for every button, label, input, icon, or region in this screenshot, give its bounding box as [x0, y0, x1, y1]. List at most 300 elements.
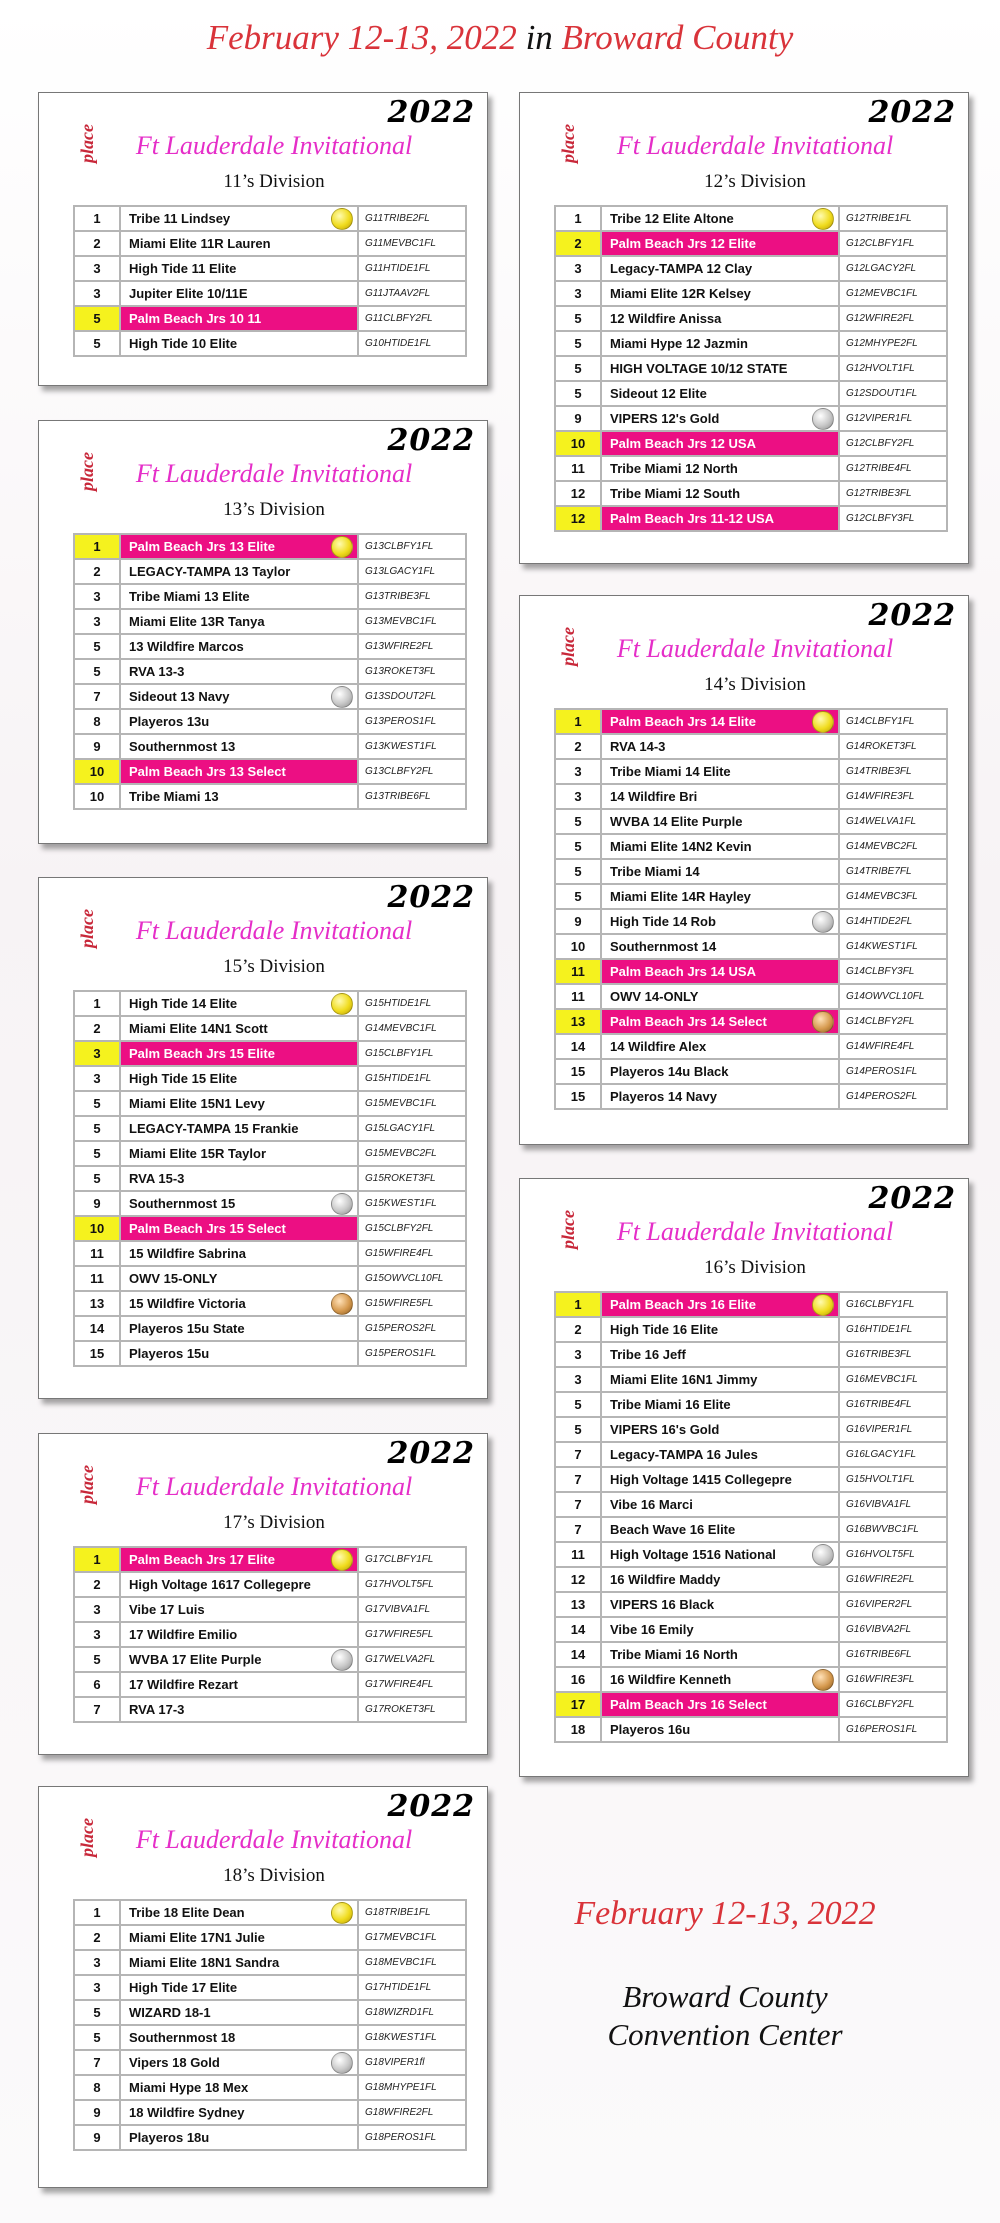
division-card-17s: [38, 1433, 488, 1755]
standings-row: [74, 584, 466, 609]
place-cell: 14: [74, 1316, 120, 1341]
tournament-title: Ft Lauderdale Invitational: [616, 131, 894, 160]
team-cell: [601, 406, 839, 431]
team-code-cell: G16HTIDE1FL: [839, 1317, 947, 1342]
silver-medal-icon: [812, 911, 834, 933]
team-name: Southernmost 13: [129, 739, 236, 754]
team-code-cell: G12TRIBE1FL: [839, 206, 947, 231]
team-cell: [120, 1597, 358, 1622]
team-cell: [601, 431, 839, 456]
team-code-cell: G18VIPER1fl: [358, 2050, 466, 2075]
place-cell: 5: [555, 1392, 601, 1417]
team-cell: [601, 1342, 839, 1367]
footer-date: February 12-13, 2022: [574, 1895, 876, 1932]
team-code-cell: G18WIZRD1FL: [358, 2000, 466, 2025]
team-name: High Tide 15 Elite: [129, 1071, 238, 1086]
team-name: Palm Beach Jrs 11-12 USA: [610, 511, 775, 526]
standings-row: [74, 2100, 466, 2125]
team-code-cell: G12MEVBC1FL: [839, 281, 947, 306]
team-cell: [601, 1467, 839, 1492]
silver-medal-icon: [331, 2052, 353, 2074]
footer-venue-line1: Broward County: [622, 1979, 828, 2014]
place-cell: 7: [74, 1697, 120, 1722]
team-code-cell: G16CLBFY1FL: [839, 1292, 947, 1317]
team-name: RVA 14-3: [610, 739, 666, 754]
place-cell: 2: [555, 1317, 601, 1342]
place-axis-label: place: [77, 1818, 97, 1857]
team-code-cell: G17ROKET3FL: [358, 1697, 466, 1722]
place-cell: 3: [555, 256, 601, 281]
place-cell: 2: [74, 1572, 120, 1597]
team-name: Palm Beach Jrs 17 Elite: [129, 1552, 275, 1567]
place-cell: 5: [74, 2025, 120, 2050]
place-cell: 2: [74, 231, 120, 256]
team-cell: [120, 2100, 358, 2125]
team-code-cell: G14CLBFY3FL: [839, 959, 947, 984]
place-cell: 5: [555, 859, 601, 884]
place-cell: 3: [555, 281, 601, 306]
standings-row: [74, 1697, 466, 1722]
standings-row: [555, 281, 947, 306]
team-cell: [120, 1041, 358, 1066]
division-card-13s: [38, 420, 488, 844]
team-cell: [120, 2000, 358, 2025]
team-cell: [120, 1950, 358, 1975]
team-cell: [601, 1667, 839, 1692]
team-code-cell: G13KWEST1FL: [358, 734, 466, 759]
standings-row: [74, 256, 466, 281]
team-cell: [601, 934, 839, 959]
standings-row: [74, 759, 466, 784]
team-name: Southernmost 15: [129, 1196, 236, 1211]
standings-row: [74, 1647, 466, 1672]
team-name: 17 Wildfire Emilio: [129, 1627, 238, 1642]
team-name: Miami Elite 11R Lauren: [129, 236, 271, 251]
standings-row: [74, 1622, 466, 1647]
team-name: 15 Wildfire Sabrina: [129, 1246, 246, 1261]
team-name: LEGACY-TAMPA 13 Taylor: [129, 564, 291, 579]
place-cell: 7: [555, 1467, 601, 1492]
division-title: 17’s Division: [223, 1512, 325, 1533]
standings-row: [74, 1291, 466, 1316]
team-cell: [601, 859, 839, 884]
team-code-cell: G16MEVBC1FL: [839, 1367, 947, 1392]
place-cell: 1: [555, 206, 601, 231]
team-cell: [601, 1034, 839, 1059]
place-cell: 3: [74, 256, 120, 281]
page-header: [0, 18, 1000, 58]
team-code-cell: G11TRIBE2FL: [358, 206, 466, 231]
team-name: VIPERS 16's Gold: [610, 1422, 720, 1437]
team-cell: [120, 991, 358, 1016]
team-cell: [601, 1317, 839, 1342]
team-code-cell: G18MEVBC1FL: [358, 1950, 466, 1975]
place-cell: 9: [74, 734, 120, 759]
place-cell: 9: [74, 2125, 120, 2150]
standings-row: [74, 1016, 466, 1041]
standings-row: [74, 559, 466, 584]
standings-row: [74, 1041, 466, 1066]
place-cell: 5: [74, 1647, 120, 1672]
team-name: Vibe 16 Emily: [610, 1622, 694, 1637]
team-cell: [120, 634, 358, 659]
standings-row: [555, 1617, 947, 1642]
standings-row: [555, 1059, 947, 1084]
team-code-cell: G15HTIDE1FL: [358, 991, 466, 1016]
standings-row: [555, 809, 947, 834]
standings-row: [555, 206, 947, 231]
team-cell: [601, 1292, 839, 1317]
standings-row: [74, 1066, 466, 1091]
standings-row: [555, 331, 947, 356]
silver-medal-icon: [812, 1544, 834, 1566]
team-name: Playeros 13u: [129, 714, 210, 729]
team-cell: [601, 1392, 839, 1417]
team-name: Playeros 18u: [129, 2130, 210, 2145]
standings-row: [555, 884, 947, 909]
team-code-cell: G13CLBFY2FL: [358, 759, 466, 784]
team-code-cell: G17WFIRE4FL: [358, 1672, 466, 1697]
team-name: Palm Beach Jrs 15 Elite: [129, 1046, 275, 1061]
year-badge: 2022: [387, 1436, 475, 1471]
team-cell: [601, 759, 839, 784]
place-cell: 1: [74, 1547, 120, 1572]
team-code-cell: G16VIPER2FL: [839, 1592, 947, 1617]
standings-row: [74, 206, 466, 231]
team-name: High Tide 14 Rob: [610, 914, 716, 929]
footer-venue: [520, 1978, 930, 2054]
team-code-cell: G15ROKET3FL: [358, 1166, 466, 1191]
team-code-cell: G16PEROS1FL: [839, 1717, 947, 1742]
standings-row: [555, 356, 947, 381]
team-code-cell: G15WFIRE4FL: [358, 1241, 466, 1266]
standings-row: [555, 1084, 947, 1109]
place-cell: 3: [74, 1597, 120, 1622]
standings-row: [555, 231, 947, 256]
standings-row: [555, 1442, 947, 1467]
gold-medal-icon: [812, 208, 834, 230]
team-code-cell: G16WFIRE3FL: [839, 1667, 947, 1692]
team-name: Miami Elite 14R Hayley: [610, 889, 751, 904]
team-name: Vibe 17 Luis: [129, 1602, 205, 1617]
team-code-cell: G16TRIBE4FL: [839, 1392, 947, 1417]
gold-medal-icon: [812, 1294, 834, 1316]
team-name: 14 Wildfire Bri: [610, 789, 698, 804]
team-cell: [120, 1141, 358, 1166]
year-badge: 2022: [868, 1181, 956, 1216]
header-location: Broward County: [561, 18, 794, 57]
place-cell: 9: [74, 1191, 120, 1216]
place-cell: 5: [555, 884, 601, 909]
division-card-12s: [519, 92, 969, 564]
standings-row: [555, 959, 947, 984]
place-cell: 7: [74, 684, 120, 709]
standings-row: [74, 1091, 466, 1116]
standings-table: [73, 990, 467, 1367]
division-card-18s: [38, 1786, 488, 2188]
division-card-11s: [38, 92, 488, 386]
team-cell: [601, 784, 839, 809]
team-code-cell: G15LGACY1FL: [358, 1116, 466, 1141]
place-cell: 5: [74, 1116, 120, 1141]
team-cell: [601, 481, 839, 506]
team-code-cell: G14MEVBC3FL: [839, 884, 947, 909]
year-badge: 2022: [868, 598, 956, 633]
standings-row: [74, 1166, 466, 1191]
team-name: Palm Beach Jrs 14 USA: [610, 964, 756, 979]
place-cell: 13: [555, 1592, 601, 1617]
team-code-cell: G13PEROS1FL: [358, 709, 466, 734]
team-code-cell: G17CLBFY1FL: [358, 1547, 466, 1572]
team-code-cell: G13TRIBE6FL: [358, 784, 466, 809]
team-name: Miami Elite 18N1 Sandra: [129, 1955, 280, 1970]
team-cell: [601, 909, 839, 934]
team-name: RVA 15-3: [129, 1171, 185, 1186]
team-name: VIPERS 16 Black: [610, 1597, 715, 1612]
standings-row: [74, 1572, 466, 1597]
standings-row: [555, 709, 947, 734]
team-code-cell: G14KWEST1FL: [839, 934, 947, 959]
team-code-cell: G12CLBFY1FL: [839, 231, 947, 256]
team-code-cell: G14OWVCL10FL: [839, 984, 947, 1009]
team-name: OWV 14-ONLY: [610, 989, 699, 1004]
team-code-cell: G14TRIBE3FL: [839, 759, 947, 784]
standings-row: [555, 1642, 947, 1667]
place-cell: 5: [555, 356, 601, 381]
standings-row: [74, 1141, 466, 1166]
standings-row: [74, 281, 466, 306]
team-cell: [120, 659, 358, 684]
team-cell: [120, 1216, 358, 1241]
standings-row: [74, 1597, 466, 1622]
team-code-cell: G17HTIDE1FL: [358, 1975, 466, 2000]
team-cell: [120, 759, 358, 784]
team-cell: [120, 256, 358, 281]
standings-row: [555, 1342, 947, 1367]
division-title: 13’s Division: [223, 499, 325, 520]
standings-row: [74, 1116, 466, 1141]
standings-row: [74, 1216, 466, 1241]
standings-row: [555, 759, 947, 784]
team-code-cell: G11HTIDE1FL: [358, 256, 466, 281]
team-code-cell: G14ROKET3FL: [839, 734, 947, 759]
silver-medal-icon: [331, 686, 353, 708]
team-cell: [120, 1091, 358, 1116]
place-cell: 3: [74, 584, 120, 609]
standings-row: [555, 381, 947, 406]
team-cell: [120, 1925, 358, 1950]
team-code-cell: G11MEVBC1FL: [358, 231, 466, 256]
standings-table: [73, 1546, 467, 1723]
team-cell: [601, 306, 839, 331]
silver-medal-icon: [331, 1193, 353, 1215]
standings-row: [74, 1672, 466, 1697]
standings-row: [74, 331, 466, 356]
team-code-cell: G16WFIRE2FL: [839, 1567, 947, 1592]
place-cell: 14: [555, 1034, 601, 1059]
team-name: High Tide 10 Elite: [129, 336, 238, 351]
place-cell: 5: [74, 2000, 120, 2025]
year-badge: 2022: [868, 95, 956, 130]
standings-table: [554, 205, 948, 532]
standings-row: [74, 534, 466, 559]
place-cell: 9: [555, 406, 601, 431]
team-code-cell: G16BWVBC1FL: [839, 1517, 947, 1542]
team-name: Playeros 15u State: [129, 1321, 245, 1336]
team-cell: [120, 1291, 358, 1316]
place-cell: 5: [74, 306, 120, 331]
standings-row: [74, 2000, 466, 2025]
team-cell: [120, 331, 358, 356]
team-cell: [601, 356, 839, 381]
place-cell: 5: [74, 1141, 120, 1166]
team-code-cell: G13SDOUT2FL: [358, 684, 466, 709]
team-cell: [601, 281, 839, 306]
standings-row: [74, 784, 466, 809]
place-cell: 5: [555, 306, 601, 331]
team-code-cell: G14MEVBC1FL: [358, 1016, 466, 1041]
header-date: February 12-13, 2022: [206, 18, 517, 57]
place-cell: 5: [74, 1166, 120, 1191]
standings-row: [555, 1492, 947, 1517]
gold-medal-icon: [331, 1902, 353, 1924]
team-cell: [601, 506, 839, 531]
team-name: Miami Elite 13R Tanya: [129, 614, 265, 629]
team-cell: [601, 984, 839, 1009]
place-cell: 3: [74, 281, 120, 306]
team-code-cell: G12TRIBE4FL: [839, 456, 947, 481]
team-name: Vipers 18 Gold: [129, 2055, 220, 2070]
place-cell: 5: [555, 331, 601, 356]
place-cell: 9: [74, 2100, 120, 2125]
place-axis-label: place: [77, 1465, 97, 1504]
team-cell: [120, 1975, 358, 2000]
team-code-cell: G13TRIBE3FL: [358, 584, 466, 609]
division-title: 14’s Division: [704, 674, 806, 695]
team-name: Tribe 12 Elite Altone: [610, 211, 734, 226]
standings-row: [74, 684, 466, 709]
header-connector: in: [525, 18, 553, 57]
place-cell: 7: [555, 1492, 601, 1517]
team-code-cell: G15OWVCL10FL: [358, 1266, 466, 1291]
team-code-cell: G17HVOLT5FL: [358, 1572, 466, 1597]
standings-row: [555, 859, 947, 884]
place-cell: 17: [555, 1692, 601, 1717]
team-code-cell: G12CLBFY3FL: [839, 506, 947, 531]
standings-row: [74, 1266, 466, 1291]
place-axis-label: place: [77, 909, 97, 948]
team-name: Southernmost 18: [129, 2030, 236, 2045]
standings-row: [74, 1900, 466, 1925]
team-name: Playeros 16u: [610, 1722, 691, 1737]
place-cell: 5: [555, 1417, 601, 1442]
gold-medal-icon: [812, 711, 834, 733]
place-cell: 11: [555, 984, 601, 1009]
team-name: RVA 17-3: [129, 1702, 185, 1717]
standings-row: [555, 1717, 947, 1742]
standings-row: [555, 481, 947, 506]
division-card-15s: [38, 877, 488, 1399]
team-cell: [120, 1547, 358, 1572]
place-cell: 14: [555, 1617, 601, 1642]
team-code-cell: G15HTIDE1FL: [358, 1066, 466, 1091]
team-name: Tribe Miami 12 South: [610, 486, 741, 501]
team-code-cell: G18TRIBE1FL: [358, 1900, 466, 1925]
team-name: Tribe Miami 16 North: [610, 1647, 738, 1662]
place-cell: 6: [74, 1672, 120, 1697]
place-cell: 7: [555, 1517, 601, 1542]
standings-row: [555, 934, 947, 959]
team-code-cell: G10HTIDE1FL: [358, 331, 466, 356]
place-axis-label: place: [77, 124, 97, 163]
team-code-cell: G18PEROS1FL: [358, 2125, 466, 2150]
team-name: Palm Beach Jrs 14 Select: [610, 1014, 767, 1029]
place-cell: 13: [74, 1291, 120, 1316]
team-name: OWV 15-ONLY: [129, 1271, 218, 1286]
team-name: 12 Wildfire Anissa: [610, 311, 722, 326]
standings-row: [555, 1592, 947, 1617]
standings-row: [74, 1950, 466, 1975]
team-code-cell: G13CLBFY1FL: [358, 534, 466, 559]
standings-row: [74, 1547, 466, 1572]
team-code-cell: G17WELVA2FL: [358, 1647, 466, 1672]
team-cell: [120, 2075, 358, 2100]
team-cell: [601, 256, 839, 281]
team-cell: [120, 584, 358, 609]
team-name: Miami Elite 14N1 Scott: [129, 1021, 268, 1036]
place-cell: 3: [555, 759, 601, 784]
team-cell: [120, 1241, 358, 1266]
place-cell: 9: [555, 909, 601, 934]
place-cell: 1: [74, 206, 120, 231]
team-name: Playeros 14 Navy: [610, 1089, 717, 1104]
tournament-title: Ft Lauderdale Invitational: [135, 1825, 413, 1854]
place-cell: 16: [555, 1667, 601, 1692]
standings-row: [555, 456, 947, 481]
team-name: WIZARD 18-1: [129, 2005, 211, 2020]
standings-row: [555, 734, 947, 759]
team-code-cell: G15WFIRE5FL: [358, 1291, 466, 1316]
team-code-cell: G12WFIRE2FL: [839, 306, 947, 331]
team-name: High Voltage 1516 National: [610, 1547, 776, 1562]
team-cell: [601, 231, 839, 256]
team-cell: [601, 734, 839, 759]
place-cell: 10: [74, 759, 120, 784]
team-cell: [120, 559, 358, 584]
team-cell: [120, 1647, 358, 1672]
place-cell: 5: [74, 659, 120, 684]
team-name: Miami Elite 15R Taylor: [129, 1146, 267, 1161]
team-name: High Tide 14 Elite: [129, 996, 238, 1011]
team-code-cell: G16TRIBE3FL: [839, 1342, 947, 1367]
place-cell: 11: [555, 959, 601, 984]
team-name: Legacy-TAMPA 16 Jules: [610, 1447, 758, 1462]
team-name: High Tide 16 Elite: [610, 1322, 719, 1337]
place-cell: 10: [555, 431, 601, 456]
silver-medal-icon: [812, 408, 834, 430]
team-name: HIGH VOLTAGE 10/12 STATE: [610, 361, 788, 376]
tournament-title: Ft Lauderdale Invitational: [135, 916, 413, 945]
place-cell: 12: [555, 481, 601, 506]
team-name: Palm Beach Jrs 13 Select: [129, 764, 286, 779]
division-title: 16’s Division: [704, 1257, 806, 1278]
team-cell: [120, 1066, 358, 1091]
place-cell: 13: [555, 1009, 601, 1034]
standings-row: [74, 609, 466, 634]
tournament-title: Ft Lauderdale Invitational: [616, 634, 894, 663]
tournament-title: Ft Lauderdale Invitational: [616, 1217, 894, 1246]
team-name: RVA 13-3: [129, 664, 185, 679]
